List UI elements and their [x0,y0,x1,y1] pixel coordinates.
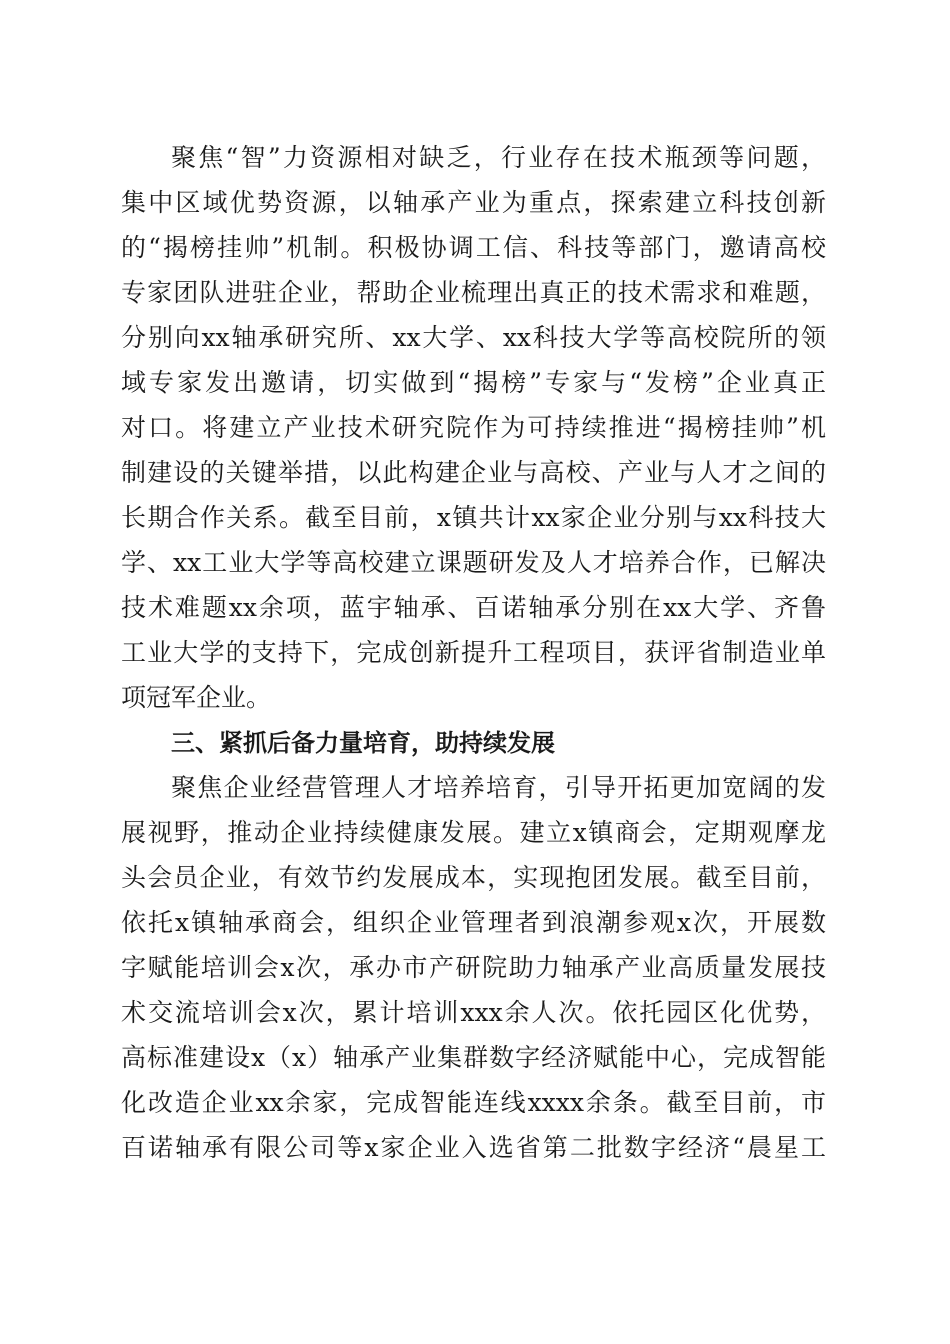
paragraph-1-line-3: 的“揭榜挂帅”机制。积极协调工信、科技等部门，邀请高校 [121,233,826,262]
paragraph-2-line-2: 展视野，推动企业持续健康发展。建立x镇商会，定期观摩龙 [121,818,826,847]
section-3-heading: 三、紧抓后备力量培育，助持续发展 [171,729,555,757]
paragraph-1-line-7: 对口。将建立产业技术研究院作为可持续推进“揭榜挂帅”机 [121,413,826,442]
paragraph-1-line-5: 分别向xx轴承研究所、xx大学、xx科技大学等高校院所的领 [121,323,826,352]
paragraph-1-line-6: 域专家发出邀请，切实做到“揭榜”专家与“发榜”企业真正 [121,368,826,397]
paragraph-1-line-13: 项冠军企业。 [121,683,272,712]
paragraph-1-line-4: 专家团队进驻企业，帮助企业梳理出真正的技术需求和难题， [121,278,826,307]
paragraph-1-line-11: 技术难题xx余项，蓝宇轴承、百诺轴承分别在xx大学、齐鲁 [121,593,826,622]
paragraph-2-line-7: 高标准建设x（x）轴承产业集群数字经济赋能中心，完成智能 [121,1043,826,1072]
paragraph-2-line-9: 百诺轴承有限公司等x家企业入选省第二批数字经济“晨星工 [121,1133,826,1162]
paragraph-2-line-6: 术交流培训会x次，累计培训xxx余人次。依托园区化优势， [121,998,826,1027]
paragraph-1-line-12: 工业大学的支持下，完成创新提升工程项目，获评省制造业单 [121,638,826,667]
paragraph-2-line-8: 化改造企业xx余家，完成智能连线xxxx余条。截至目前，市 [121,1088,826,1117]
paragraph-2-line-4: 依托x镇轴承商会，组织企业管理者到浪潮参观x次，开展数 [121,908,826,937]
paragraph-1-line-2: 集中区域优势资源，以轴承产业为重点，探索建立科技创新 [121,188,826,217]
paragraph-1-line-1: 聚焦“智”力资源相对缺乏，行业存在技术瓶颈等问题， [171,143,826,172]
paragraph-1-line-10: 学、xx工业大学等高校建立课题研发及人才培养合作，已解决 [121,548,826,577]
paragraph-1-line-9: 长期合作关系。截至目前，x镇共计xx家企业分别与xx科技大 [121,503,826,532]
paragraph-2-line-3: 头会员企业，有效节约发展成本，实现抱团发展。截至目前， [121,863,826,892]
paragraph-2-line-1: 聚焦企业经营管理人才培养培育，引导开拓更加宽阔的发 [171,773,826,802]
paragraph-1-line-8: 制建设的关键举措，以此构建企业与高校、产业与人才之间的 [121,458,826,487]
paragraph-2-line-5: 字赋能培训会x次，承办市产研院助力轴承产业高质量发展技 [121,953,826,982]
